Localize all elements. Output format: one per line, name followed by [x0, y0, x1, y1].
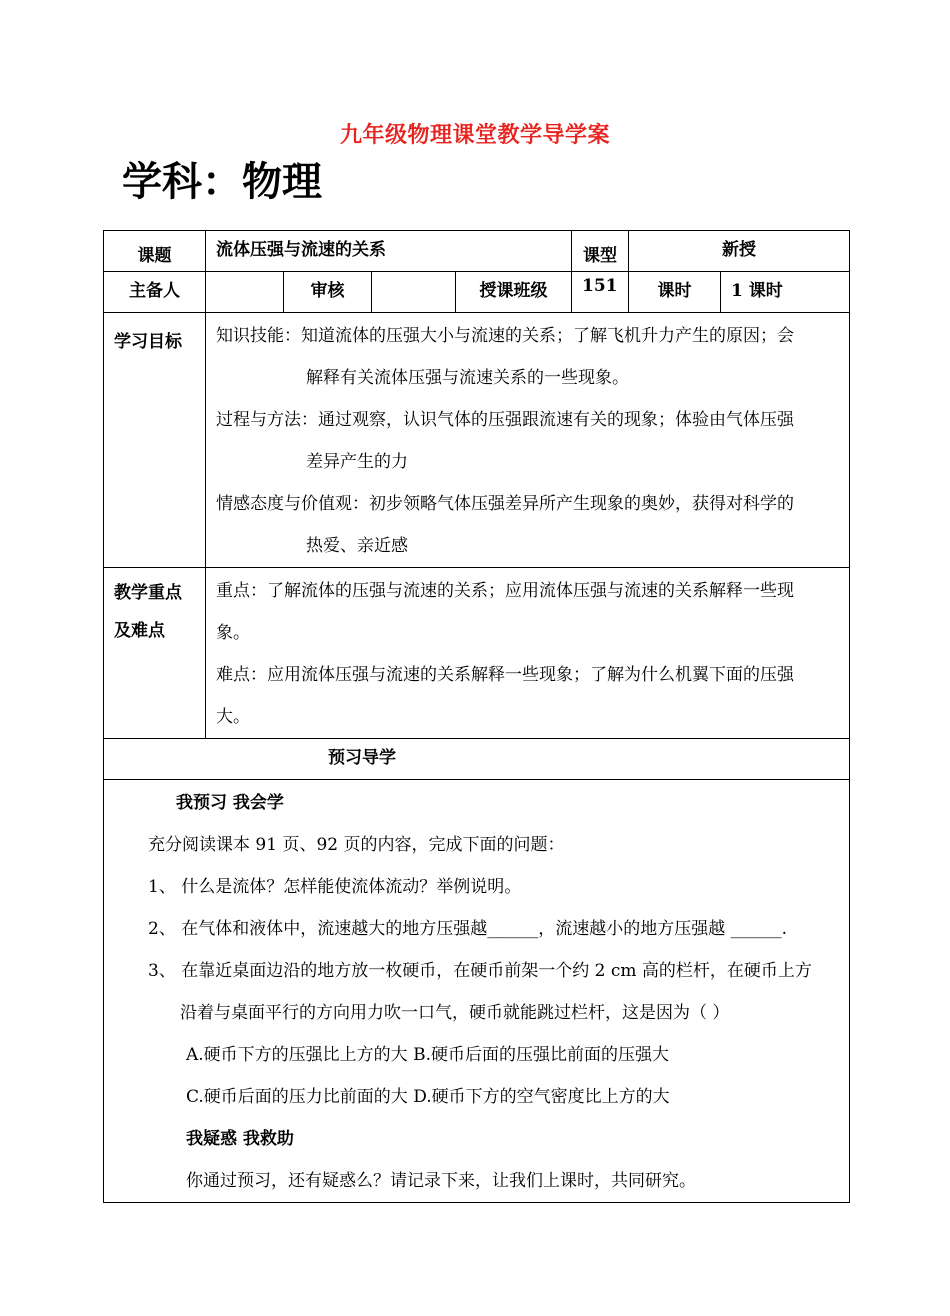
keypoints-row [104, 568, 850, 739]
hours-label: 课时 [629, 272, 721, 313]
keypoints-label-line: 及难点 [114, 621, 165, 641]
topic-row [104, 231, 850, 272]
hours-value: 1 课时 [721, 272, 850, 313]
review-value [372, 272, 456, 313]
goal-line: 过程与方法：通过观察，认识气体的压强跟流速有关的现象；体验由气体压强 [216, 410, 794, 430]
preview-heading-row [104, 739, 850, 780]
page-title: 九年级物理课堂教学导学案 [339, 122, 610, 148]
keypoint-line: 象。 [216, 623, 250, 643]
goal-line: 差异产生的力 [306, 452, 408, 472]
class-value: 151 [572, 272, 629, 313]
doubt-subheading: 我疑惑 我救助 [186, 1129, 294, 1149]
keypoint-line: 大。 [216, 707, 250, 727]
preview-subheading: 我预习 我会学 [176, 793, 284, 813]
class-label: 授课班级 [456, 272, 572, 313]
preview-row [104, 780, 850, 1203]
preview-intro: 充分阅读课本 91 页、92 页的内容，完成下面的问题： [148, 835, 565, 855]
preview-content [104, 780, 850, 1203]
author-value [206, 272, 284, 313]
goal-line: 解释有关流体压强与流速关系的一些现象。 [306, 368, 629, 388]
options-ab: A.硬币下方的压强比上方的大 B.硬币后面的压强比前面的压强大 [186, 1045, 669, 1065]
goals-label: 学习目标 [104, 313, 206, 568]
topic-label: 课题 [104, 231, 206, 272]
question-3: 3、 在靠近桌面边沿的地方放一枚硬币，在硬币前架一个约 2 cm 高的栏杆，在硬币上方 [148, 961, 812, 981]
goal-line: 情感态度与价值观：初步领略气体压强差异所产生现象的奥妙，获得对科学的 [216, 494, 794, 514]
question-1: 1、 什么是流体？怎样能使流体流动？举例说明。 [148, 877, 522, 897]
subject-heading: 学科：物理 [122, 158, 322, 205]
goals-content [206, 313, 850, 568]
type-label: 课型 [572, 231, 629, 272]
question-3-cont: 沿着与桌面平行的方向用力吹一口气，硬币就能跳过栏杆，这是因为（ ） [180, 1003, 730, 1023]
type-value: 新授 [629, 231, 850, 272]
goal-line: 知识技能：知道流体的压强大小与流速的关系；了解飞机升力产生的原因；会 [216, 326, 794, 346]
preview-heading: 预习导学 [104, 739, 850, 780]
author-label: 主备人 [104, 272, 206, 313]
doubt-text: 你通过预习，还有疑惑么？请记录下来，让我们上课时，共同研究。 [186, 1171, 696, 1191]
question-2: 2、 在气体和液体中，流速越大的地方压强越______，流速越小的地方压强越 ______. [148, 919, 788, 939]
review-label: 审核 [284, 272, 372, 313]
topic-value: 流体压强与流速的关系 [206, 231, 572, 272]
keypoint-line: 重点：了解流体的压强与流速的关系；应用流体压强与流速的关系解释一些现 [216, 581, 794, 601]
keypoints-content [206, 568, 850, 739]
goal-line: 热爱、亲近感 [306, 536, 408, 556]
keypoints-label [104, 568, 206, 739]
author-row [104, 272, 850, 313]
keypoint-line: 难点：应用流体压强与流速的关系解释一些现象；了解为什么机翼下面的压强 [216, 665, 794, 685]
keypoints-label-line: 教学重点 [114, 583, 182, 603]
lesson-plan-table [103, 230, 850, 1203]
options-cd: C.硬币后面的压力比前面的大 D.硬币下方的空气密度比上方的大 [186, 1087, 670, 1107]
goals-row [104, 313, 850, 568]
